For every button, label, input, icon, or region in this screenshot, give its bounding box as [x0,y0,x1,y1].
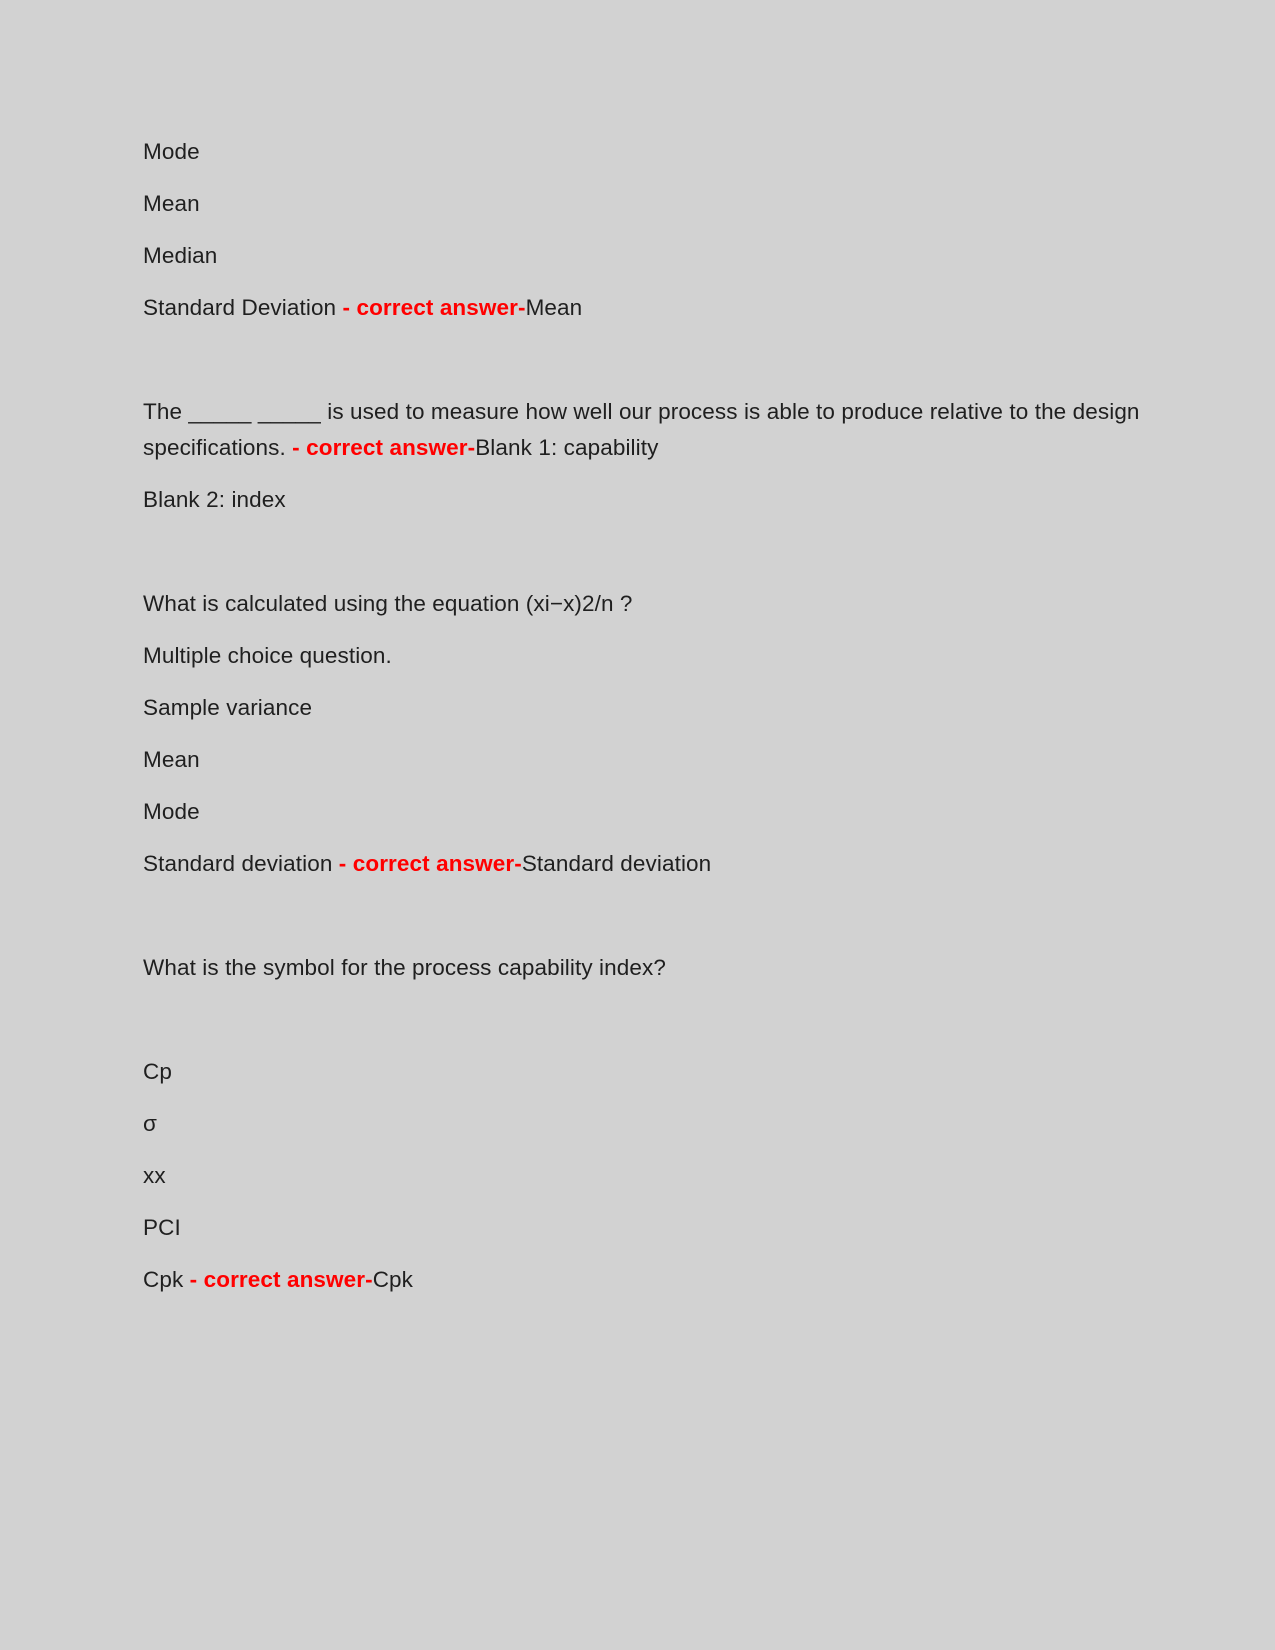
paragraph [143,638,1145,674]
text-run: Cpk [143,1267,190,1292]
blank-paragraph [143,1002,1145,1038]
text-run: Cpk [372,1267,414,1292]
paragraph [143,586,1145,622]
paragraph [143,690,1145,726]
paragraph [143,290,1145,326]
paragraph [143,1106,1145,1142]
paragraph [143,950,1145,986]
text-run: Mode [143,139,200,164]
text-run: Mean [525,295,583,320]
text-run: The _____ _____ is used to measure how well our process is able to produce relative to the design specifications. [143,399,1140,460]
text-run: Mode [143,799,200,824]
text-run: Standard deviation [521,851,712,876]
paragraph [143,794,1145,830]
paragraph [143,186,1145,222]
correct-answer-marker: - correct answer- [338,851,522,876]
correct-answer-marker: - correct answer- [189,1267,373,1292]
text-run: PCI [143,1215,181,1240]
paragraph [143,1210,1145,1246]
correct-answer-marker: - correct answer- [292,435,476,460]
document-body [143,134,1145,1298]
text-run: What is the symbol for the process capability index? [143,955,666,980]
text-run: xx [143,1163,166,1188]
text-run: Mean [143,747,200,772]
text-run: Blank 1: capability [475,435,659,460]
blank-paragraph [143,342,1145,378]
paragraph [143,1158,1145,1194]
text-run: Standard deviation [143,851,339,876]
paragraph [143,482,1145,518]
text-run: What is calculated using the equation (xi−x)2/n ? [143,591,633,616]
correct-answer-marker: - correct answer- [342,295,526,320]
blank-paragraph [143,898,1145,934]
text-run: Mean [143,191,200,216]
text-run: Blank 2: index [143,487,286,512]
text-run: Median [143,243,218,268]
paragraph [143,846,1145,882]
text-run: Multiple choice question. [143,643,392,668]
blank-paragraph [143,534,1145,570]
text-run: Sample variance [143,695,313,720]
text-run: Cp [143,1059,172,1084]
paragraph [143,394,1145,466]
paragraph [143,1054,1145,1090]
paragraph [143,1262,1145,1298]
text-run: σ [143,1111,157,1136]
text-run: Standard Deviation [143,295,343,320]
paragraph [143,134,1145,170]
paragraph [143,742,1145,778]
paragraph [143,238,1145,274]
